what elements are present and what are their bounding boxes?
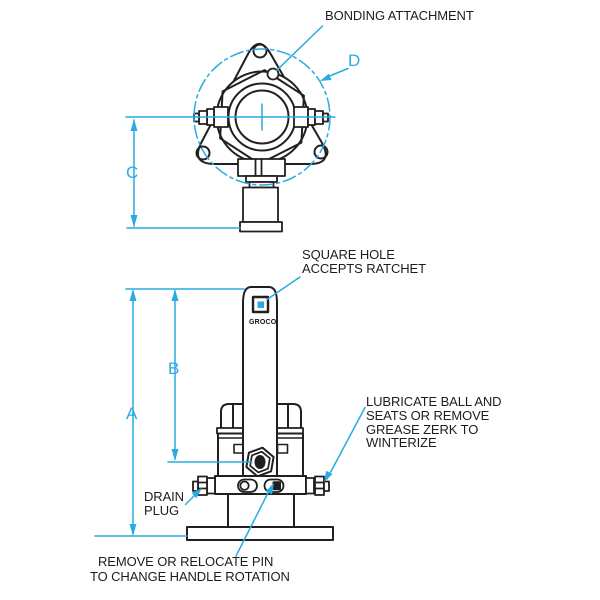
- remove-pin-label-line2: TO CHANGE HANDLE ROTATION: [90, 569, 290, 584]
- stem-bore: [255, 455, 266, 469]
- top-view: [194, 44, 328, 232]
- drain-plug-label: [144, 490, 184, 518]
- square-hole-label: [302, 248, 426, 276]
- remove-pin-label-line1: REMOVE OR RELOCATE PIN: [98, 554, 274, 569]
- bonding-attachment-label: BONDING ATTACHMENT: [325, 8, 474, 23]
- lubricate-label-line3: GREASE ZERK TO: [366, 421, 479, 437]
- square-hole-label-line2: ACCEPTS RATCHET: [302, 260, 426, 276]
- drain-plug-label-line1: DRAIN: [144, 489, 184, 504]
- dimension-label-c: C: [126, 163, 139, 182]
- lubricate-label-line2: SEATS OR REMOVE: [366, 407, 490, 423]
- lubricate-label: [366, 395, 501, 450]
- dimension-label-d: D: [348, 51, 361, 70]
- drain-plug-label-line2: PLUG: [144, 502, 180, 518]
- dimension-label-a: A: [126, 404, 138, 423]
- square-hole-label-line1: SQUARE HOLE: [302, 247, 395, 262]
- leader-bonding: [277, 26, 323, 70]
- brand-logo: GROCO: [249, 319, 277, 326]
- leader-lubricate: [327, 408, 365, 480]
- base-neck: [228, 494, 294, 527]
- lubricate-label-line1: LUBRICATE BALL AND: [366, 394, 502, 409]
- square-hole-fill: [258, 302, 265, 309]
- body-band: [215, 476, 306, 494]
- dimension-label-b: B: [168, 359, 180, 378]
- handle-pin: [273, 481, 282, 490]
- lubricate-label-line4: WINTERIZE: [366, 435, 437, 451]
- remove-pin-label: [90, 554, 290, 584]
- outlet-pipe: [238, 159, 285, 232]
- base-flange: [187, 527, 333, 540]
